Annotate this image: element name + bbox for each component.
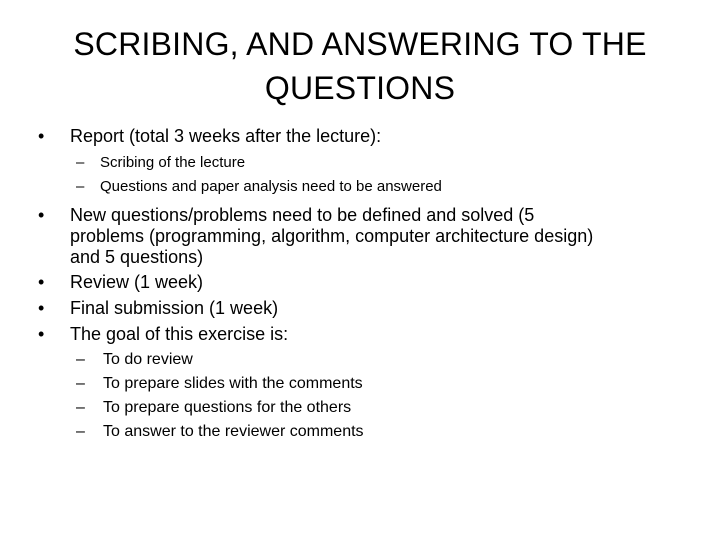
subitem-do-review: To do review xyxy=(103,351,193,368)
item-review: Review (1 week) xyxy=(70,272,204,292)
dash-1-2: – xyxy=(76,178,85,195)
dash-1-1: – xyxy=(76,154,85,171)
dash-5-2: – xyxy=(76,375,85,392)
item-new-questions-line-1: New questions/problems need to be defined and solved (5 xyxy=(70,205,535,225)
title-line-1: SCRIBING, AND ANSWERING TO THE xyxy=(73,26,647,62)
item-report: Report (total 3 weeks after the lecture): xyxy=(70,126,382,146)
subitem-scribing: Scribing of the lecture xyxy=(100,154,246,171)
item-new-questions-line-3: and 5 questions) xyxy=(70,247,204,267)
bullet-5: • xyxy=(38,324,45,344)
item-new-questions-line-2: problems (programming, algorithm, computer architecture design) xyxy=(70,226,594,246)
title-line-2: QUESTIONS xyxy=(264,70,456,106)
bullet-1: • xyxy=(38,126,45,146)
item-final-submission: Final submission (1 week) xyxy=(70,298,279,318)
dash-5-1: – xyxy=(76,351,85,368)
subitem-answer-comments: To answer to the reviewer comments xyxy=(103,423,364,440)
subitem-prepare-slides: To prepare slides with the comments xyxy=(103,375,363,392)
item-goal: The goal of this exercise is: xyxy=(70,324,289,344)
bullet-2: • xyxy=(38,205,45,225)
subitem-prepare-questions: To prepare questions for the others xyxy=(103,399,352,416)
dash-5-4: – xyxy=(76,423,85,440)
slide-title xyxy=(50,22,670,110)
subitem-questions-analysis: Questions and paper analysis need to be answered xyxy=(100,178,442,195)
bullet-4: • xyxy=(38,298,45,318)
dash-5-3: – xyxy=(76,399,85,416)
bullet-3: • xyxy=(38,272,45,292)
